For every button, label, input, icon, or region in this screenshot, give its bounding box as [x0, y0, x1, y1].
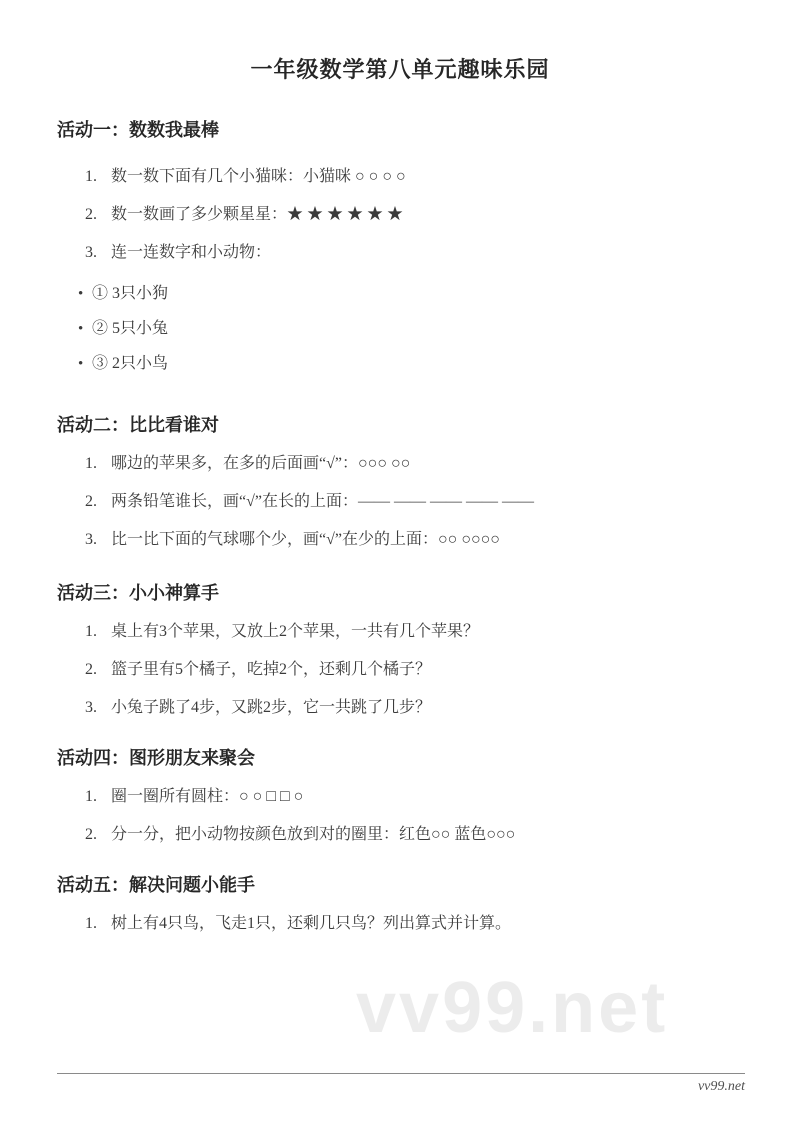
section-heading-activity-5: 活动五：解决问题小能手: [57, 875, 255, 895]
section-heading-activity-1: 活动一：数数我最棒: [57, 120, 219, 140]
bullet-item: [78, 284, 800, 304]
worksheet-item: [85, 914, 800, 934]
item-number: 1.: [85, 623, 97, 640]
footer-site-label: vv99.net: [697, 1079, 745, 1094]
bullet-item: [78, 354, 800, 374]
worksheet-item: [85, 622, 800, 642]
item-text: 数一数下面有几个小猫咪：小猫咪 ○ ○ ○ ○: [111, 168, 406, 185]
bullet-marker: •: [78, 356, 84, 372]
worksheet-item: [85, 454, 800, 474]
bullet-text: ② 5只小兔: [92, 320, 169, 337]
item-text: 篮子里有5个橘子，吃掉2个，还剩几个橘子？: [111, 661, 432, 678]
worksheet-item: [85, 787, 800, 807]
item-text: 分一分，把小动物按颜色放到对的圈里：红色○○ 蓝色○○○: [111, 826, 516, 843]
item-number: 2.: [85, 493, 97, 510]
item-number: 3.: [85, 531, 97, 548]
item-number: 1.: [85, 168, 97, 185]
item-text: 树上有4只鸟，飞走1只，还剩几只鸟？列出算式并计算。: [111, 915, 512, 932]
item-number: 2.: [85, 826, 97, 843]
item-text: 数一数画了多少颗星星：★ ★ ★ ★ ★ ★: [111, 206, 404, 223]
item-text: 哪边的苹果多，在多的后面画“√”：○○○ ○○: [111, 455, 411, 472]
worksheet-item: [85, 660, 800, 680]
item-number: 3.: [85, 699, 97, 716]
item-text: 连一连数字和小动物：: [111, 244, 272, 261]
item-number: 1.: [85, 455, 97, 472]
watermark: vv99.net: [356, 968, 669, 1048]
page-title: 一年级数学第八单元趣味乐园: [250, 57, 550, 82]
item-text: 小兔子跳了4步，又跳2步，它一共跳了几步？: [111, 699, 432, 716]
section-heading-activity-2: 活动二：比比看谁对: [57, 415, 219, 435]
item-number: 2.: [85, 661, 97, 678]
bullet-marker: •: [78, 286, 84, 302]
bullet-text: ① 3只小狗: [92, 285, 169, 302]
item-text: 圈一圈所有圆柱：○ ○ □ □ ○: [111, 788, 304, 805]
section-heading-activity-4: 活动四：图形朋友来聚会: [57, 748, 255, 768]
item-text: 桌上有3个苹果，又放上2个苹果，一共有几个苹果？: [111, 623, 480, 640]
worksheet-item: [85, 243, 800, 263]
worksheet-item: [85, 825, 800, 845]
worksheet-item: [85, 492, 800, 512]
bullet-text: ③ 2只小鸟: [92, 355, 169, 372]
worksheet-item: [85, 530, 800, 550]
worksheet-item: [85, 167, 800, 187]
item-number: 1.: [85, 788, 97, 805]
section-heading-activity-3: 活动三：小小神算手: [57, 583, 219, 603]
item-text: 比一比下面的气球哪个少，画“√”在少的上面：○○ ○○○○: [111, 531, 500, 548]
worksheet-item: [85, 698, 800, 718]
footer-divider: [57, 1073, 745, 1074]
bullet-marker: •: [78, 321, 84, 337]
item-number: 3.: [85, 244, 97, 261]
item-text: 两条铅笔谁长，画“√”在长的上面：—— —— —— —— ——: [111, 493, 534, 510]
bullet-item: [78, 319, 800, 339]
item-number: 1.: [85, 915, 97, 932]
worksheet-item: [85, 205, 800, 225]
item-number: 2.: [85, 206, 97, 223]
